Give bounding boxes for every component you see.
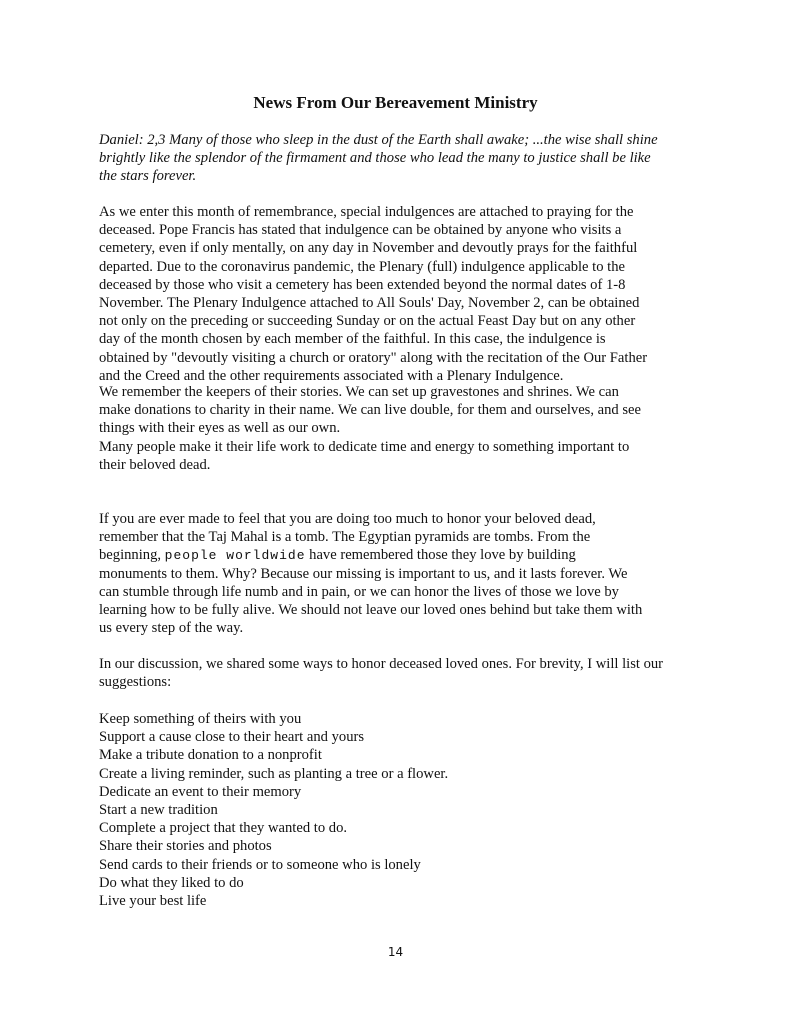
line-end: have remembered those they love by building (305, 547, 576, 564)
list-item: Send cards to their friends or to someone who is lonely (99, 856, 421, 873)
scripture-line: Daniel: 2,3 Many of those who sleep in the dust of the Earth shall awake; ...the wise shall shine (99, 132, 658, 148)
paragraph-line: In our discussion, we shared some ways to honor deceased loved ones. For brevity, I will list our (99, 656, 664, 672)
paragraph-line: deceased by those who visit a cemetery has been extended beyond the normal dates of 1-8 (99, 276, 626, 293)
paragraph-line: things with their eyes as well as our own. (99, 420, 341, 437)
paragraph-line: deceased. Pope Francis has stated that indulgence can be obtained by anyone who visits a (99, 222, 622, 239)
page-title: News From Our Bereavement Ministry (253, 93, 538, 112)
paragraph-line: their beloved dead. (99, 456, 211, 473)
paragraph-line: day of the month chosen by each member of the faithful. In this case, the indulgence is (99, 331, 606, 348)
paragraph-line: can stumble through life numb and in pain, or we can honor the lives of those we love by (99, 583, 619, 600)
list-item: Dedicate an event to their memory (99, 783, 302, 800)
scripture-quote (99, 131, 709, 186)
paragraph-line: obtained by "devoutly visiting a church or oratory" along with the recitation of the Our Father (99, 349, 648, 366)
paragraph-line: learning how to be fully alive. We should not leave our loved ones behind but take them with (99, 601, 643, 618)
list-item: Do what they liked to do (99, 874, 244, 891)
list-item: Live your best life (99, 892, 207, 909)
list-item: Complete a project that they wanted to do. (99, 820, 348, 837)
paragraph-line: As we enter this month of remembrance, special indulgences are attached to praying for the (99, 204, 634, 220)
paragraph-discussion (99, 655, 709, 691)
paragraph-keepers (99, 383, 709, 474)
paragraph-line: and the Creed and the other requirements associated with a Plenary Indulgence. (99, 367, 564, 384)
paragraph-indulgences (99, 203, 709, 385)
list-item: Keep something of theirs with you (99, 711, 302, 727)
spaced-text: people worldwide (164, 548, 306, 564)
paragraph-line: If you are ever made to feel that you are doing too much to honor your beloved dead, (99, 511, 596, 527)
list-item: Make a tribute donation to a nonprofit (99, 747, 322, 764)
suggestions-list (99, 710, 709, 910)
paragraph-line: not only on the preceding or succeeding Sunday or on the actual Feast Day but on any other (99, 313, 636, 330)
paragraph-line: Many people make it their life work to dedicate time and energy to something important to (99, 438, 630, 455)
list-item: Start a new tradition (99, 801, 218, 818)
paragraph-monuments (99, 510, 709, 637)
page-number: 14 (387, 945, 404, 959)
list-item: Create a living reminder, such as planting a tree or a flower. (99, 765, 449, 782)
paragraph-line: us every step of the way. (99, 620, 244, 637)
scripture-line: brightly like the splendor of the firmament and those who lead the many to justice shall be like (99, 150, 651, 167)
scripture-line: the stars forever. (99, 168, 197, 185)
paragraph-line: We remember the keepers of their stories. We can set up gravestones and shrines. We can (99, 384, 619, 400)
line-start: beginning, (99, 547, 165, 564)
list-item: Support a cause close to their heart and yours (99, 729, 365, 746)
paragraph-line: cemetery, even if only mentally, on any day in November and devoutly prays for the faithful (99, 240, 638, 257)
paragraph-line: November. The Plenary Indulgence attached to All Souls' Day, November 2, can be obtained (99, 294, 640, 311)
paragraph-line: make donations to charity in their name. We can live double, for them and ourselves, and see (99, 402, 642, 419)
paragraph-line: remember that the Taj Mahal is a tomb. The Egyptian pyramids are tombs. From the (99, 529, 591, 546)
paragraph-line: monuments to them. Why? Because our missing is important to us, and it lasts forever. We (99, 565, 628, 582)
paragraph-line (99, 546, 709, 564)
paragraph-line: suggestions: (99, 674, 172, 691)
list-item: Share their stories and photos (99, 838, 272, 855)
paragraph-line: departed. Due to the coronavirus pandemic, the Plenary (full) indulgence applicable to the (99, 258, 625, 275)
